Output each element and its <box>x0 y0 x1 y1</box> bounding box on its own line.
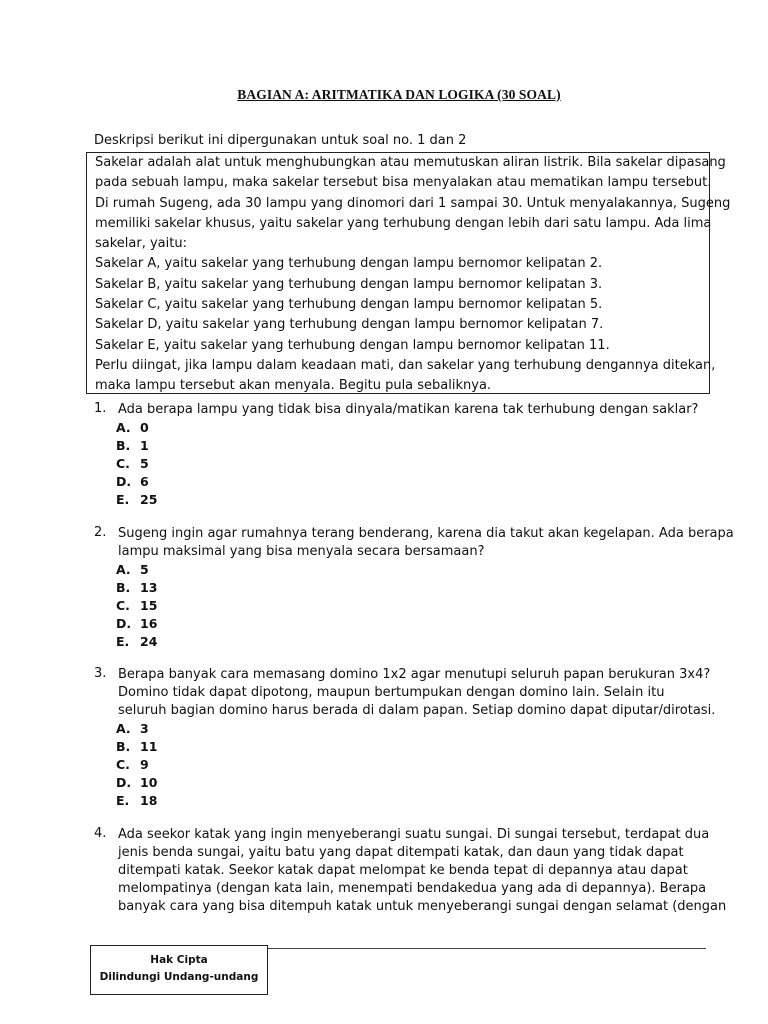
box-line: Sakelar C, yaitu sakelar yang terhubung dengan lampu bernomor kelipatan 5. <box>95 297 603 313</box>
option-a[interactable]: A. 5 <box>116 562 149 577</box>
question-line: Sugeng ingin agar rumahnya terang benderang, karena dia takut akan kegelapan. Ada berapa <box>118 526 734 541</box>
box-line: Sakelar E, yaitu sakelar yang terhubung dengan lampu bernomor kelipatan 11. <box>95 337 610 353</box>
option-b[interactable]: B. 13 <box>116 580 158 595</box>
option-e[interactable]: E. 24 <box>116 634 158 649</box>
copyright-line-2: Dilindungi Undang-undang <box>99 971 259 983</box>
option-d[interactable]: D. 10 <box>116 775 158 790</box>
box-line: Sakelar D, yaitu sakelar yang terhubung dengan lampu bernomor kelipatan 7. <box>95 317 604 333</box>
question-line: ditempati katak. Seekor katak dapat melompat ke benda tepat di depannya atau dapat <box>118 863 688 878</box>
question-4 <box>94 826 727 916</box>
option-a[interactable]: A. 0 <box>116 420 149 435</box>
question-text <box>118 666 724 720</box>
question-text <box>118 826 727 916</box>
section-title: BAGIAN A: ARITMATIKA DAN LOGIKA (30 SOAL) <box>237 87 561 102</box>
box-line: Perlu diingat, jika lampu dalam keadaan mati, dan sakelar yang terhubung dengannya ditekan, <box>95 357 716 373</box>
option-c[interactable]: C. 5 <box>116 456 149 471</box>
option-e[interactable]: E. 25 <box>116 492 158 507</box>
box-line: Sakelar B, yaitu sakelar yang terhubung dengan lampu bernomor kelipatan 3. <box>95 276 603 292</box>
question-line: Berapa banyak cara memasang domino 1x2 agar menutupi seluruh papan berukuran 3x4? <box>118 667 711 682</box>
description-intro: Deskripsi berikut ini dipergunakan untuk soal no. 1 dan 2 <box>94 133 467 148</box>
footer-divider <box>268 948 706 949</box>
option-e[interactable]: E. 18 <box>116 793 158 808</box>
option-c[interactable]: C. 15 <box>116 598 158 613</box>
box-line: memiliki sakelar khusus, yaitu sakelar yang terhubung dengan lebih dari satu lampu. Ada lima <box>95 215 712 231</box>
box-line: Di rumah Sugeng, ada 30 lampu yang dinomori dari 1 sampai 30. Untuk menyalakannya, Sugeng <box>95 195 731 211</box>
option-list <box>116 720 724 810</box>
question-number: 2. <box>94 525 107 540</box>
option-c[interactable]: C. 9 <box>116 757 149 772</box>
description-box <box>86 152 731 394</box>
option-d[interactable]: D. 16 <box>116 616 158 631</box>
box-line: Sakelar adalah alat untuk menghubungkan atau memutuskan aliran listrik. Bila sakelar dipasang <box>95 155 726 170</box>
copyright-box <box>90 945 268 995</box>
question-line: seluruh bagian domino harus berada di dalam papan. Setiap domino dapat diputar/dirotasi. <box>118 703 716 718</box>
option-list <box>116 561 724 651</box>
option-b[interactable]: B. 1 <box>116 438 149 453</box>
option-a[interactable]: A. 3 <box>116 721 149 736</box>
question-number: 4. <box>94 826 107 841</box>
box-line: pada sebuah lampu, maka sakelar tersebut bisa menyalakan atau mematikan lampu tersebut. <box>95 175 712 191</box>
option-d[interactable]: D. 6 <box>116 474 149 489</box>
question-number: 1. <box>94 401 107 416</box>
question-line: Ada seekor katak yang ingin menyeberangi suatu sungai. Di sungai tersebut, terdapat dua <box>118 827 710 842</box>
question-line: Domino tidak dapat dipotong, maupun bertumpukan dengan domino lain. Selain itu <box>118 685 665 700</box>
question-number: 3. <box>94 666 107 681</box>
copyright-line-1: Hak Cipta <box>150 954 208 966</box>
question-1 <box>94 401 724 509</box>
question-line: melompatinya (dengan kata lain, menempati bendakedua yang ada di depannya). Berapa <box>118 881 707 896</box>
option-b[interactable]: B. 11 <box>116 739 158 754</box>
question-line: Ada berapa lampu yang tidak bisa dinyala/matikan karena tak terhubung dengan saklar? <box>118 402 699 417</box>
question-line: lampu maksimal yang bisa menyala secara bersamaan? <box>118 544 485 559</box>
box-line: sakelar, yaitu: <box>95 236 187 252</box>
box-line: Sakelar A, yaitu sakelar yang terhubung dengan lampu bernomor kelipatan 2. <box>95 256 603 272</box>
question-3 <box>94 666 724 810</box>
question-line: banyak cara yang bisa ditempuh katak untuk menyeberangi sungai dengan selamat (dengan <box>118 899 727 914</box>
question-text <box>118 525 734 561</box>
question-2 <box>94 525 734 651</box>
question-text <box>118 401 724 419</box>
option-list <box>116 419 724 509</box>
box-line: maka lampu tersebut akan menyala. Begitu pula sebaliknya. <box>95 378 492 394</box>
question-line: jenis benda sungai, yaitu batu yang dapat ditempati katak, dan daun yang tidak dapat <box>118 845 684 860</box>
